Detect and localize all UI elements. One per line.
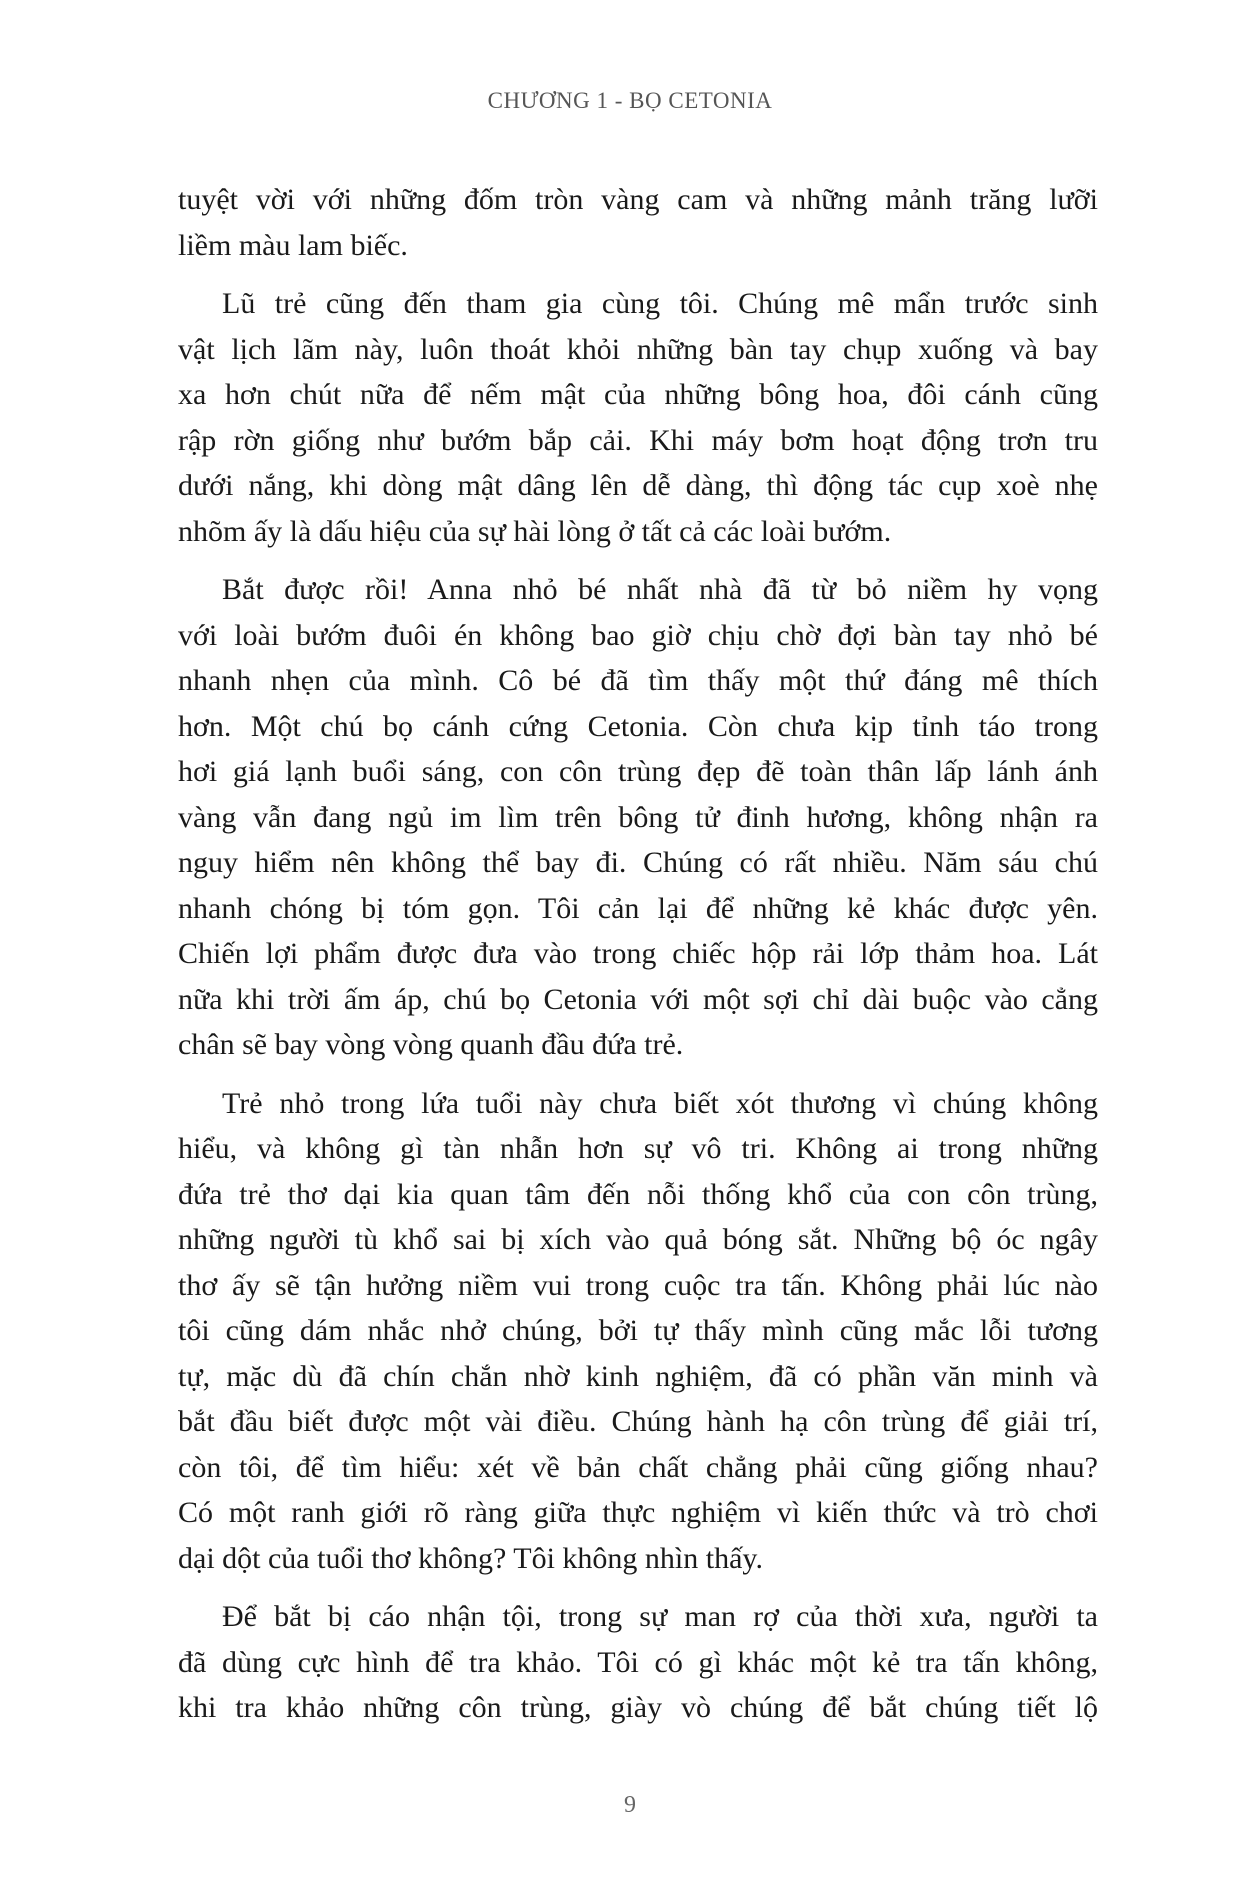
text-line: nhanh chóng bị tóm gọn. Tôi cản lại để những kẻ khác được yên. <box>178 891 1098 925</box>
paragraph <box>178 1081 1098 1582</box>
text-line: thơ ấy sẽ tận hưởng niềm vui trong cuộc tra tấn. Không phải lúc nào <box>178 1268 1098 1302</box>
text-line: hiểu, và không gì tàn nhẫn hơn sự vô tri. Không ai trong những <box>178 1132 1098 1165</box>
text-line: bắt đầu biết được một vài điều. Chúng hành hạ côn trùng để giải trí, <box>178 1405 1098 1438</box>
text-line: khi tra khảo những côn trùng, giày vò chúng để bắt chúng tiết lộ <box>178 1691 1098 1724</box>
text-line: hơi giá lạnh buổi sáng, con côn trùng đẹp đẽ toàn thân lấp lánh ánh <box>178 755 1098 788</box>
text-line: nữa khi trời ấm áp, chú bọ Cetonia với một sợi chỉ dài buộc vào cẳng <box>178 982 1098 1016</box>
text-line: tôi cũng dám nhắc nhở chúng, bởi tự thấy mình cũng mắc lỗi tương <box>178 1314 1098 1347</box>
paragraph <box>178 177 1098 268</box>
text-line: nhõm ấy là dấu hiệu của sự hài lòng ở tất cả các loài bướm. <box>178 514 892 548</box>
text-line: những người tù khổ sai bị xích vào quả bóng sắt. Những bộ óc ngây <box>178 1223 1098 1256</box>
text-line: Chiến lợi phẩm được đưa vào trong chiếc hộp rải lớp thảm hoa. Lát <box>178 937 1098 970</box>
text-line: còn tôi, để tìm hiểu: xét về bản chất chẳng phải cũng giống nhau? <box>178 1450 1098 1484</box>
text-line: dưới nắng, khi dòng mật dâng lên dễ dàng, thì động tác cụp xoè nhẹ <box>178 469 1098 502</box>
text-line: tự, mặc dù đã chín chắn nhờ kinh nghiệm, đã có phần văn minh và <box>178 1359 1098 1393</box>
text-line: nguy hiểm nên không thể bay đi. Chúng có rất nhiều. Năm sáu chú <box>178 846 1098 879</box>
text-line: dại dột của tuổi thơ không? Tôi không nhìn thấy. <box>178 1541 763 1575</box>
text-line: rập rờn giống như bướm bắp cải. Khi máy bơm hoạt động trơn tru <box>178 423 1098 457</box>
text-line: với loài bướm đuôi én không bao giờ chịu chờ đợi bàn tay nhỏ bé <box>178 618 1098 652</box>
page-number: 9 <box>624 1792 636 1818</box>
text-line: Lũ trẻ cũng đến tham gia cùng tôi. Chúng mê mẩn trước sinh <box>222 287 1098 320</box>
text-line: vàng vẫn đang ngủ im lìm trên bông tử đinh hương, không nhận ra <box>178 800 1098 834</box>
paragraph <box>178 281 1098 554</box>
text-line: Trẻ nhỏ trong lứa tuổi này chưa biết xót thương vì chúng không <box>222 1086 1098 1120</box>
running-head: CHƯƠNG 1 - BỌ CETONIA <box>487 88 773 113</box>
paragraph <box>178 567 1098 1068</box>
text-line: xa hơn chút nữa để nếm mật của những bông hoa, đôi cánh cũng <box>178 378 1098 411</box>
text-line: chân sẽ bay vòng vòng quanh đầu đứa trẻ. <box>178 1028 684 1061</box>
text-line: Có một ranh giới rõ ràng giữa thực nghiệm vì kiến thức và trò chơi <box>178 1496 1098 1529</box>
text-line: nhanh nhẹn của mình. Cô bé đã tìm thấy một thứ đáng mê thích <box>178 664 1098 697</box>
body-text <box>178 177 1098 1744</box>
text-line: Để bắt bị cáo nhận tội, trong sự man rợ của thời xưa, người ta <box>222 1600 1098 1633</box>
text-line: vật lịch lãm này, luôn thoát khỏi những bàn tay chụp xuống và bay <box>178 332 1098 366</box>
text-line: liềm màu lam biếc. <box>178 228 408 262</box>
paragraph <box>178 1594 1098 1731</box>
text-line: tuyệt vời với những đốm tròn vàng cam và những mảnh trăng lưỡi <box>178 183 1098 216</box>
text-line: đứa trẻ thơ dại kia quan tâm đến nỗi thống khổ của con côn trùng, <box>178 1177 1098 1211</box>
text-line: Bắt được rồi! Anna nhỏ bé nhất nhà đã từ bỏ niềm hy vọng <box>222 573 1098 606</box>
text-line: hơn. Một chú bọ cánh cứng Cetonia. Còn chưa kịp tỉnh táo trong <box>178 709 1098 743</box>
text-line: đã dùng cực hình để tra khảo. Tôi có gì khác một kẻ tra tấn không, <box>178 1645 1098 1679</box>
